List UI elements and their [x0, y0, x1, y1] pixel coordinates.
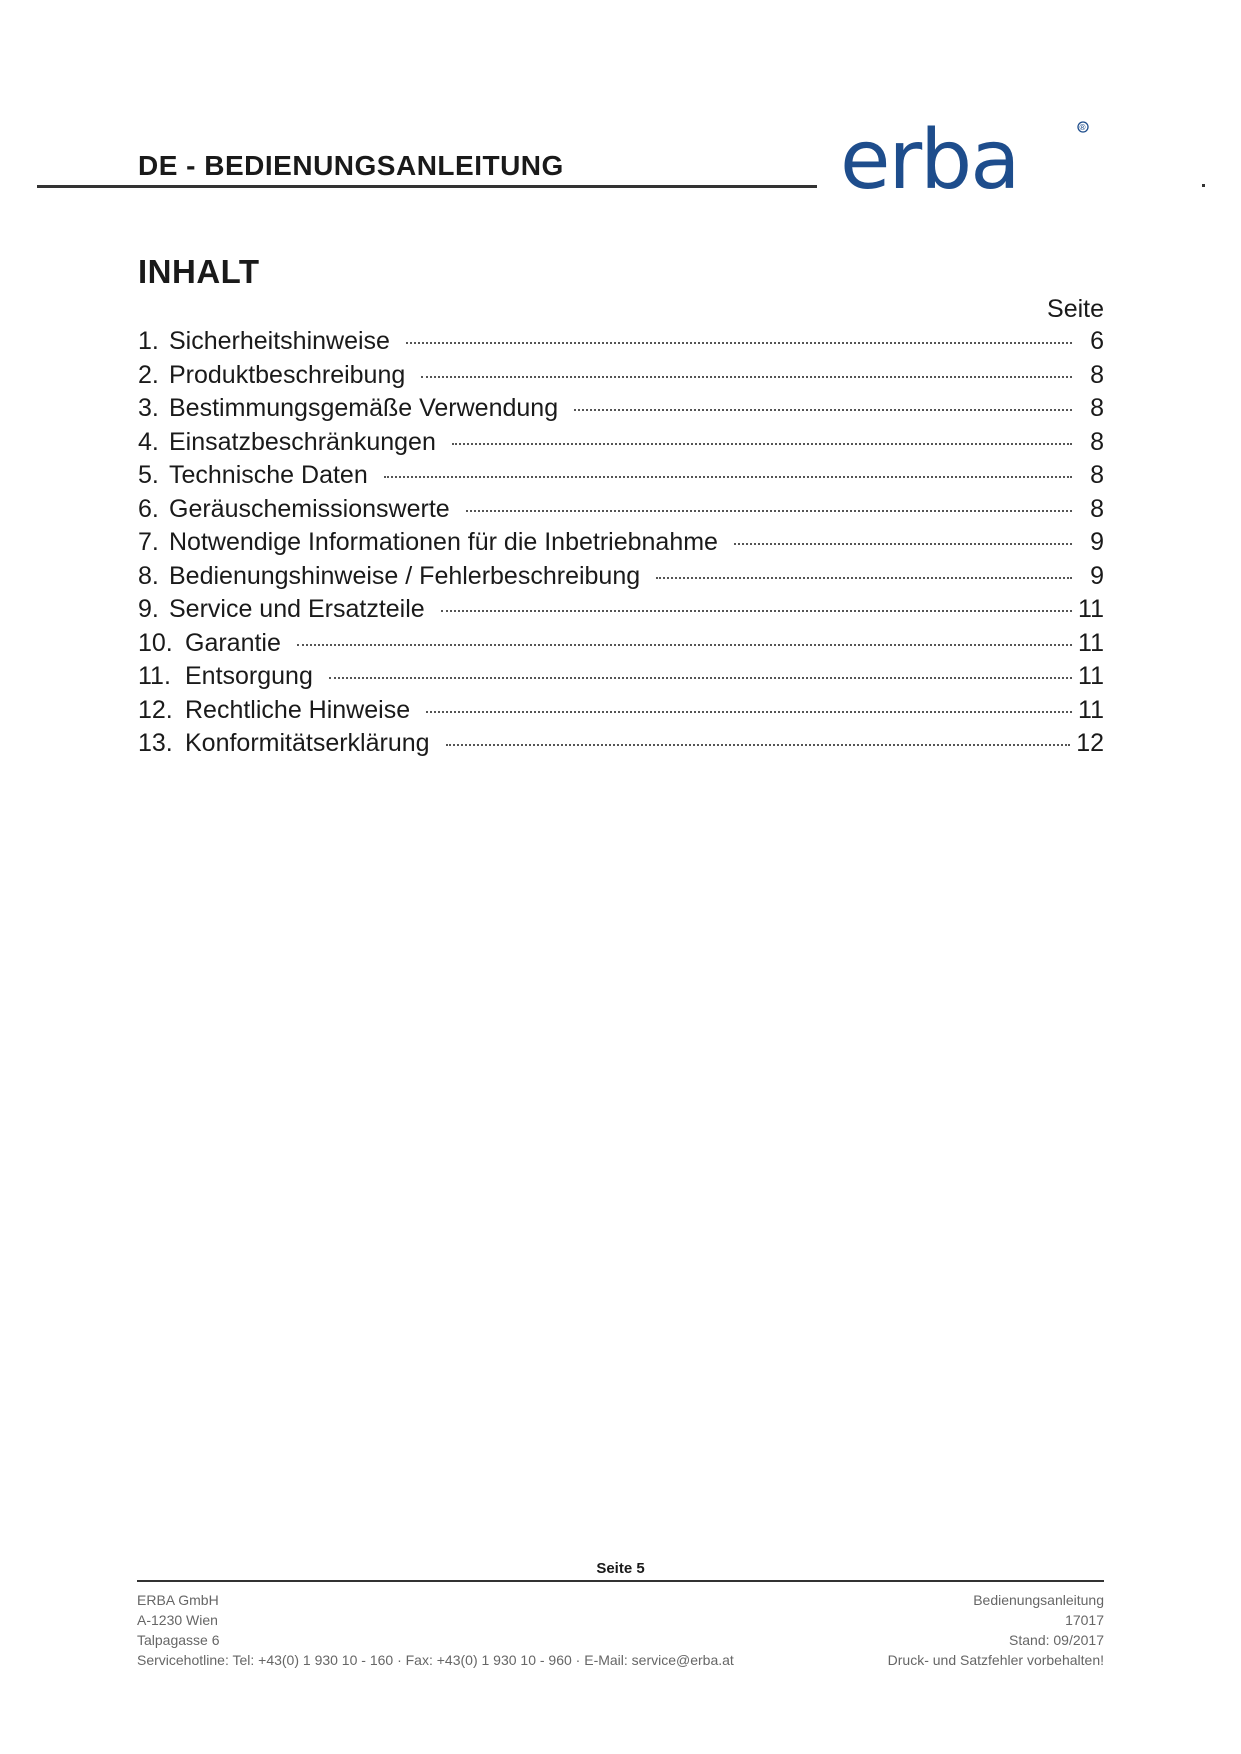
toc-leader-dots [452, 443, 1072, 445]
toc-entry-label: Rechtliche Hinweise [185, 695, 411, 724]
toc-entry-label: Sicherheitshinweise [169, 327, 390, 355]
toc-entry-label: Produktbeschreibung [169, 360, 406, 389]
toc-entry-number: 3. [138, 394, 159, 422]
toc-entry-number: 8. [138, 561, 159, 590]
toc-entry-number: 7. [138, 528, 159, 556]
document-number: 17017 [1065, 1612, 1104, 1628]
decorative-dot [1202, 184, 1205, 187]
registered-mark: ® [1078, 123, 1087, 132]
page-number: Seite 5 [596, 1560, 645, 1577]
toc-entry-label: Garantie [185, 628, 281, 657]
toc-entry [138, 359, 1104, 393]
toc-entry-page: 8 [1090, 494, 1104, 523]
toc-leader-dots [446, 744, 1071, 746]
toc-leader-dots [421, 376, 1072, 378]
toc-entry-label: Service und Ersatzteile [169, 595, 425, 623]
toc-entry [138, 627, 1104, 661]
table-of-contents [138, 325, 1104, 761]
toc-entry [138, 459, 1104, 493]
toc-entry-number: 4. [138, 427, 159, 456]
toc-entry-label: Notwendige Informationen für die Inbetriebnahme [169, 528, 718, 556]
toc-entry-label: Bestimmungsgemäße Verwendung [169, 394, 559, 422]
toc-entry-label: Einsatzbeschränkungen [169, 427, 436, 456]
footer-company-info [137, 1590, 734, 1670]
toc-entry [138, 426, 1104, 460]
toc-entry-page: 11 [1078, 695, 1104, 724]
toc-leader-dots [426, 711, 1072, 713]
company-street: Talpagasse 6 [137, 1632, 220, 1648]
toc-leader-dots [297, 644, 1072, 646]
toc-entry-page: 11 [1078, 595, 1104, 623]
toc-leader-dots [734, 543, 1072, 545]
toc-entry-number: 5. [138, 461, 159, 489]
toc-entry-page: 8 [1090, 427, 1104, 456]
toc-entry [138, 560, 1104, 594]
toc-entry-number: 6. [138, 494, 159, 523]
toc-leader-dots [406, 342, 1072, 344]
header-divider [37, 185, 817, 188]
document-disclaimer: Druck- und Satzfehler vorbehalten! [887, 1652, 1104, 1668]
toc-entry [138, 392, 1104, 426]
toc-leader-dots [466, 510, 1072, 512]
toc-entry-page: 11 [1078, 628, 1104, 657]
toc-entry-label: Technische Daten [169, 461, 368, 489]
logo-wordmark: erba [840, 118, 1019, 198]
toc-entry-number: 11. [138, 662, 171, 690]
toc-entry [138, 526, 1104, 560]
toc-entry-number: 10. [138, 628, 173, 657]
toc-leader-dots [441, 610, 1072, 612]
toc-entry-label: Geräuschemissionswerte [169, 494, 450, 523]
toc-entry [138, 325, 1104, 359]
toc-entry [138, 694, 1104, 728]
toc-entry-number: 2. [138, 360, 159, 389]
toc-entry [138, 593, 1104, 627]
company-name: ERBA GmbH [137, 1592, 219, 1608]
toc-entry-label: Konformitätserklärung [185, 729, 430, 757]
toc-entry [138, 493, 1104, 527]
footer-divider [137, 1580, 1104, 1582]
toc-entry [138, 660, 1104, 694]
toc-entry-page: 9 [1090, 528, 1104, 556]
company-contact: Servicehotline: Tel: +43(0) 1 930 10 - 160 · Fax: +43(0) 1 930 10 - 960 · E-Mail: service@erba.at [137, 1652, 734, 1668]
footer-document-info [888, 1590, 1104, 1670]
document-type: Bedienungsanleitung [973, 1592, 1104, 1608]
section-title: INHALT [138, 253, 260, 290]
document-date: Stand: 09/2017 [1009, 1632, 1104, 1648]
toc-entry-page: 12 [1076, 729, 1104, 757]
erba-logo [840, 118, 1110, 198]
page-column-label: Seite [1047, 295, 1104, 323]
toc-entry [138, 727, 1104, 761]
company-city: A-1230 Wien [137, 1612, 218, 1628]
toc-entry-label: Entsorgung [185, 662, 313, 690]
toc-entry-page: 9 [1090, 561, 1104, 590]
toc-entry-label: Bedienungshinweise / Fehlerbeschreibung [169, 561, 641, 590]
toc-leader-dots [574, 409, 1072, 411]
toc-entry-number: 13. [138, 729, 173, 757]
toc-leader-dots [329, 677, 1072, 679]
toc-entry-page: 8 [1090, 360, 1104, 389]
toc-entry-page: 8 [1090, 461, 1104, 489]
toc-entry-number: 1. [138, 327, 159, 355]
toc-entry-page: 8 [1090, 394, 1104, 422]
toc-entry-number: 12. [138, 695, 173, 724]
toc-entry-page: 6 [1090, 327, 1104, 355]
toc-entry-page: 11 [1078, 662, 1104, 690]
document-title: DE - BEDIENUNGSANLEITUNG [138, 150, 564, 181]
toc-entry-number: 9. [138, 595, 159, 623]
toc-leader-dots [656, 577, 1072, 579]
toc-leader-dots [384, 476, 1072, 478]
